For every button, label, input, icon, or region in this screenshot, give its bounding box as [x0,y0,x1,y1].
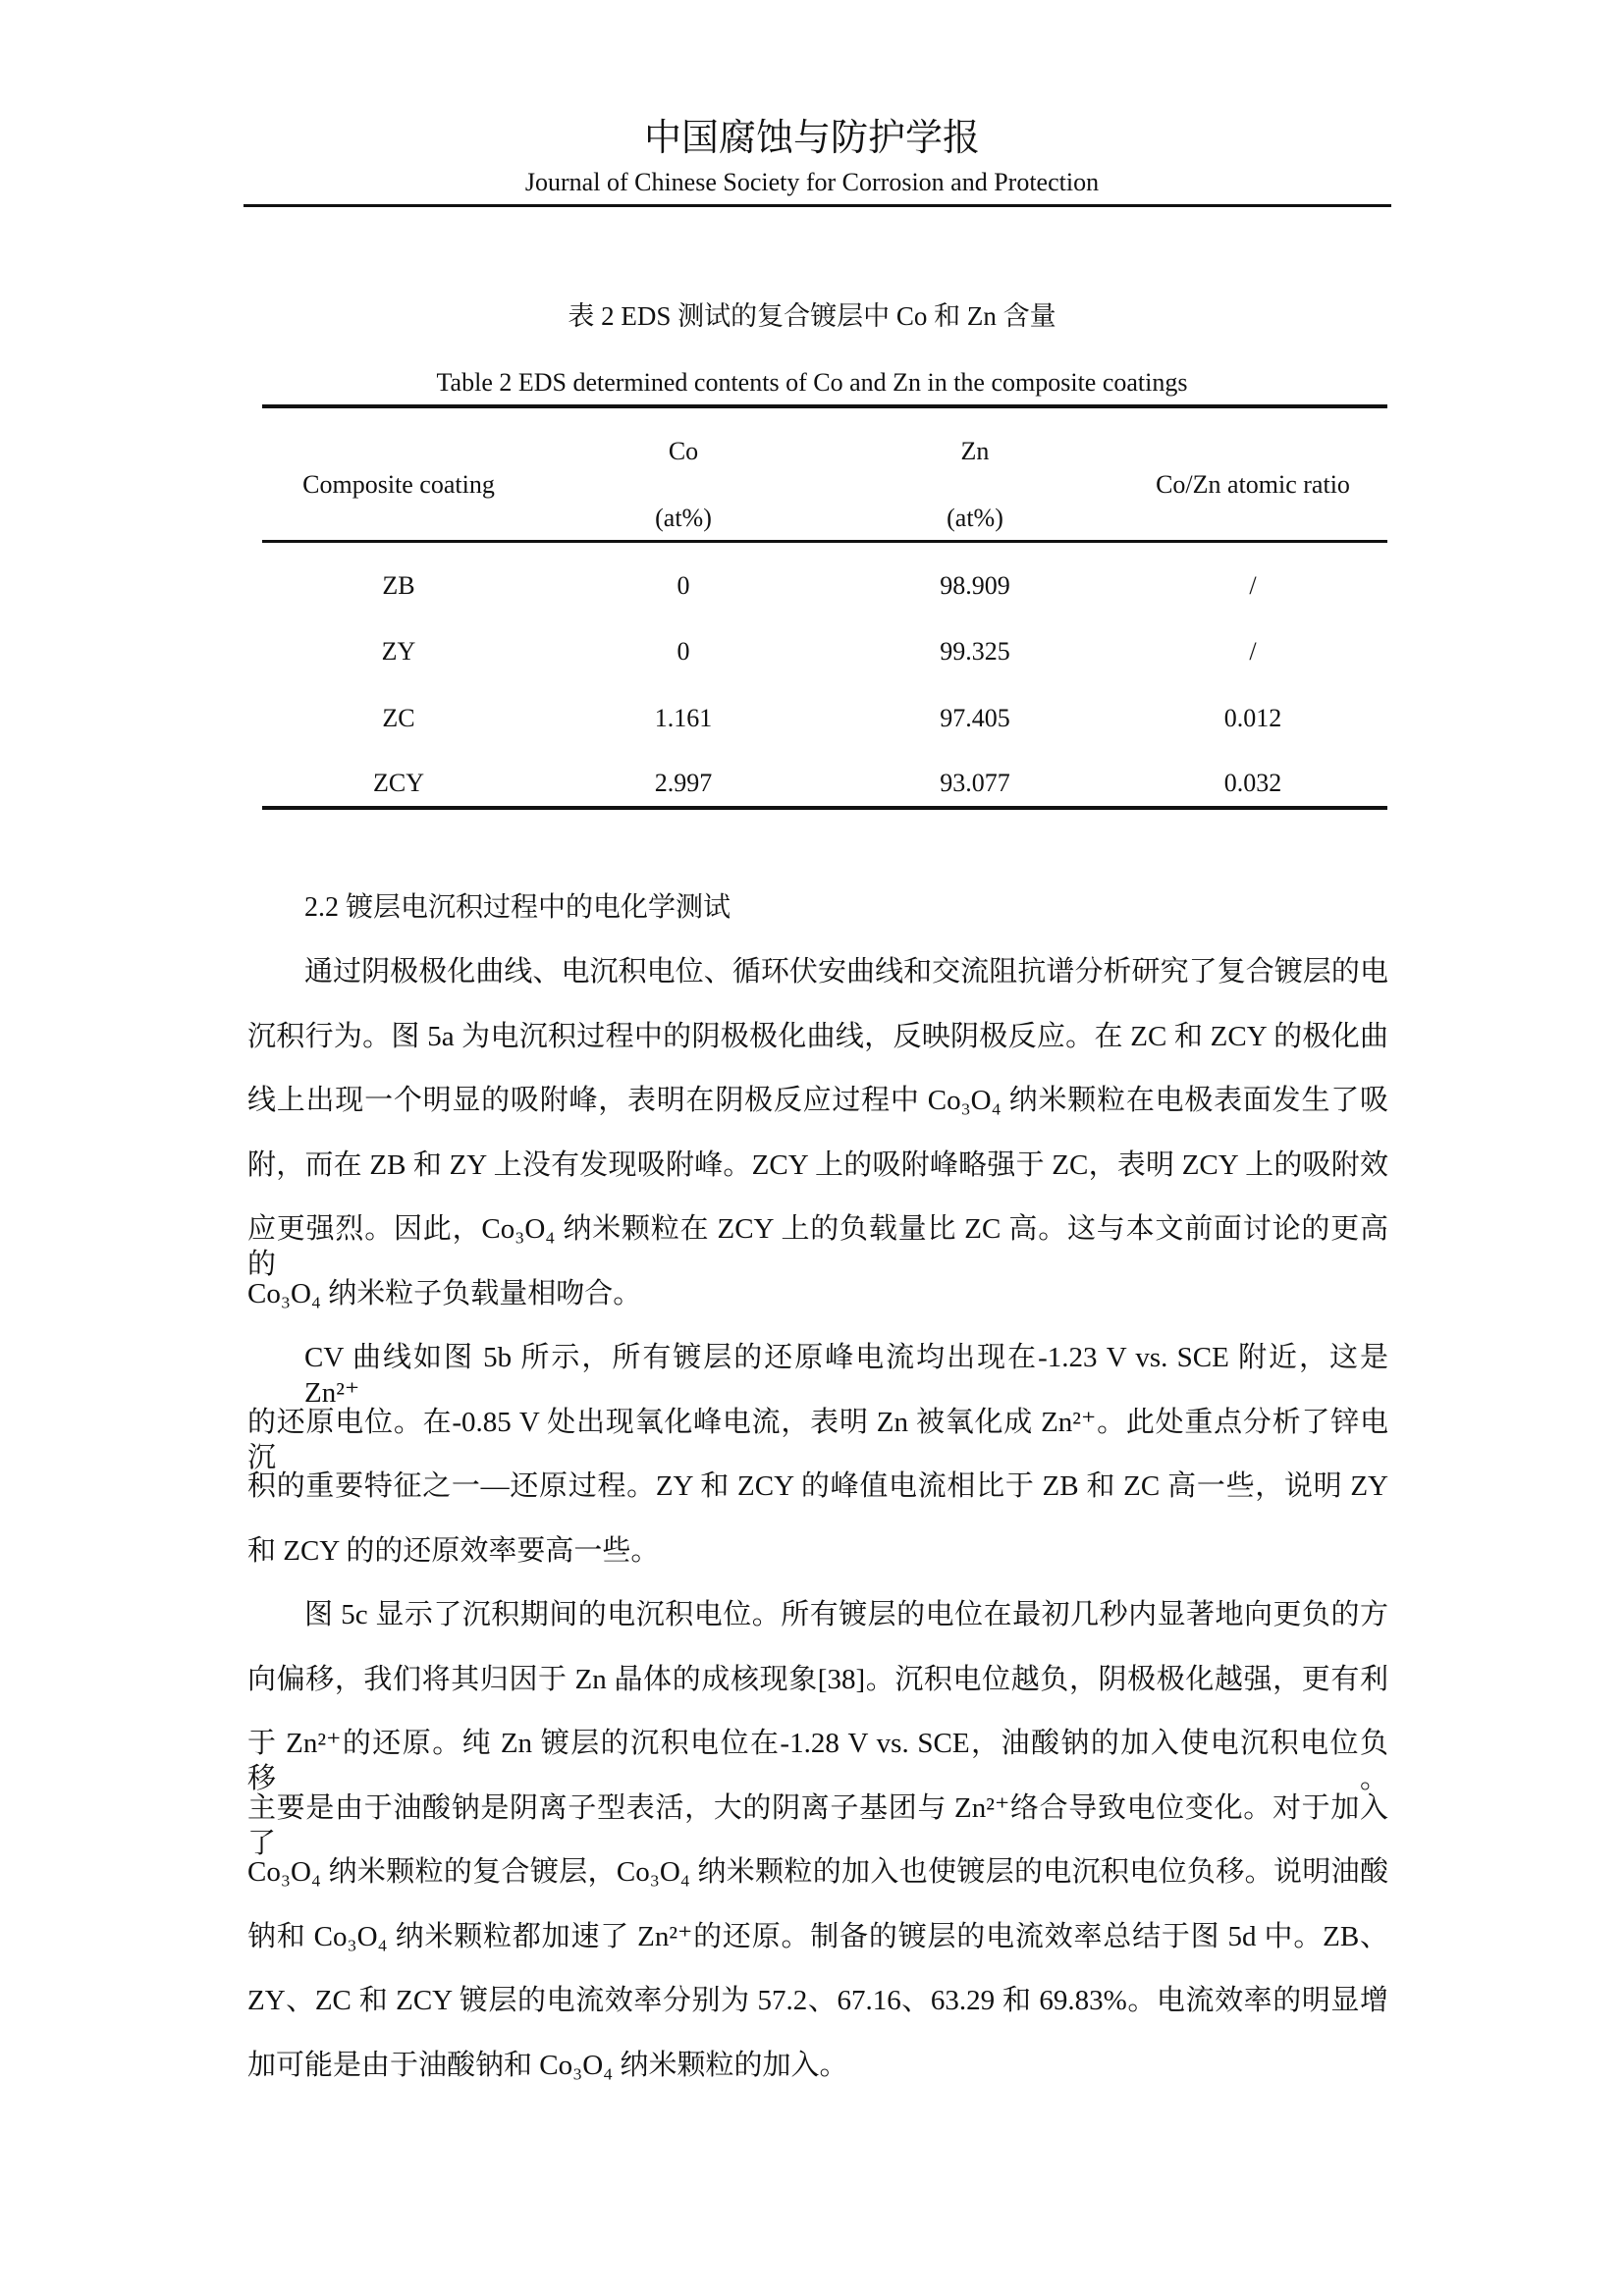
col-header-coating: Composite coating [302,470,495,499]
paragraph-line: ZY、ZC 和 ZCY 镀层的电流效率分别为 57.2、67.16、63.29 和 69.83%。电流效率的明显增 [247,1985,1388,2016]
cell-co: 2.997 [654,769,713,797]
cell-coating: ZY [381,637,416,666]
paragraph-line: 应更强烈。因此，Co₃O₄ 纳米颗粒在 ZCY 上的负载量比 ZC 高。这与本文前面讨论的更高的 [247,1213,1388,1280]
cell-zn: 99.325 [940,637,1010,666]
cell-co: 1.161 [654,704,713,732]
table-bottom-rule [262,806,1387,810]
paragraph-line: CV 曲线如图 5b 所示，所有镀层的还原峰电流均出现在-1.23 V vs. SCE 附近，这是 Zn²⁺ [304,1342,1388,1409]
journal-title-cn: 中国腐蚀与防护学报 [643,118,980,159]
col-header-co: Co [668,437,699,465]
col-header-co-unit: (at%) [655,504,712,532]
paragraph-line: 向偏移，我们将其归因于 Zn 晶体的成核现象[38]。沉积电位越负，阴极极化越强，更有利 [247,1663,1388,1695]
cell-ratio: / [1249,637,1257,666]
cell-coating: ZC [382,704,415,732]
journal-title-en: Journal of Chinese Society for Corrosion and Protection [524,168,1100,196]
cell-zn: 93.077 [940,769,1010,797]
paragraph-line: 线上出现一个明显的吸附峰，表明在阴极反应过程中 Co₃O₄ 纳米颗粒在电极表面发生了吸 [247,1085,1388,1116]
col-header-zn-unit: (at%) [947,504,1003,532]
paragraph-line: 主要是由于油酸钠是阴离子型表活，大的阴离子基团与 Zn²⁺络合导致电位变化。对于加入了 [247,1791,1388,1859]
section-heading: 2.2 镀层电沉积过程中的电化学测试 [304,892,731,923]
table-caption-cn: 表 2 EDS 测试的复合镀层中 Co 和 Zn 含量 [568,301,1056,331]
cell-ratio: 0.032 [1223,769,1282,797]
paragraph-line: 钠和 Co₃O₄ 纳米颗粒都加速了 Zn²⁺的还原。制备的镀层的电流效率总结于图 5d 中。ZB、 [247,1920,1388,1952]
paragraph-line: 于 Zn²⁺的还原。纯 Zn 镀层的沉积电位在-1.28 V vs. SCE，油酸钠的加入使电沉积电位负移。 [247,1728,1388,1794]
paragraph-line: Co₃O₄ 纳米颗粒的复合镀层，Co₃O₄ 纳米颗粒的加入也使镀层的电沉积电位负移。说明油酸 [247,1856,1388,1888]
paragraph-line: 沉积行为。图 5a 为电沉积过程中的阴极极化曲线，反映阴极反应。在 ZC 和 ZCY 的极化曲 [247,1020,1388,1052]
paragraph-line: 和 ZCY 的的还原效率要高一些。 [247,1534,660,1567]
table-top-rule [262,404,1387,408]
cell-ratio: 0.012 [1223,704,1282,732]
cell-co: 0 [677,637,690,666]
header-rule [244,204,1391,207]
paragraph-line: 的还原电位。在-0.85 V 处出现氧化峰电流，表明 Zn 被氧化成 Zn²⁺。此处重点分析了锌电沉 [247,1406,1388,1473]
paragraph-line: 加可能是由于油酸钠和 Co₃O₄ 纳米颗粒的加入。 [247,2049,848,2081]
cell-co: 0 [677,571,690,600]
cell-coating: ZB [382,571,415,600]
paragraph-line: 图 5c 显示了沉积期间的电沉积电位。所有镀层的电位在最初几秒内显著地向更负的方 [304,1599,1388,1630]
col-header-zn: Zn [960,437,990,465]
table-caption-en: Table 2 EDS determined contents of Co and Zn in the composite coatings [436,368,1188,397]
cell-zn: 98.909 [940,571,1010,600]
col-header-ratio: Co/Zn atomic ratio [1156,470,1350,499]
paragraph-line: 积的重要特征之一—还原过程。ZY 和 ZCY 的峰值电流相比于 ZB 和 ZC 高一些，说明 ZY [247,1470,1388,1502]
cell-coating: ZCY [373,769,424,797]
cell-zn: 97.405 [940,704,1010,732]
table-mid-rule [262,540,1387,543]
paragraph-line: Co₃O₄ 纳米粒子负载量相吻合。 [247,1277,642,1309]
paragraph-line: 附，而在 ZB 和 ZY 上没有发现吸附峰。ZCY 上的吸附峰略强于 ZC，表明 ZCY 上的吸附效 [247,1148,1388,1181]
paragraph-line: 通过阴极极化曲线、电沉积电位、循环伏安曲线和交流阻抗谱分析研究了复合镀层的电 [304,956,1388,988]
cell-ratio: / [1249,571,1257,600]
